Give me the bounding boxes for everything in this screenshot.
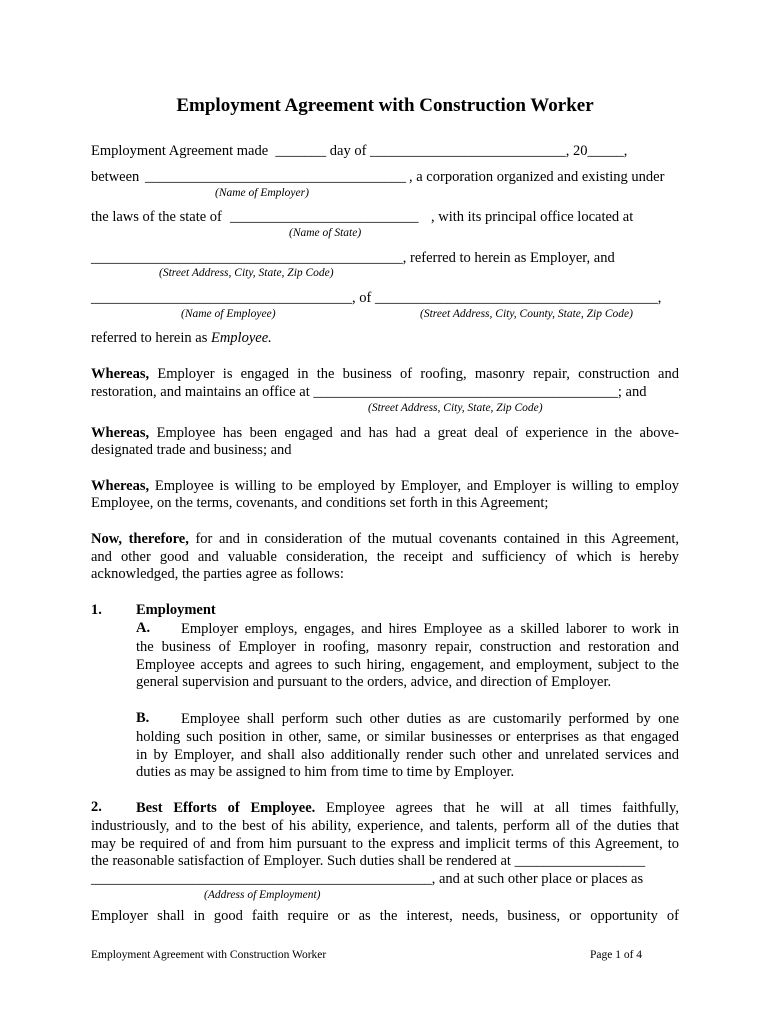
whereas-2-line-1: Whereas, Employee has been engaged and has had a great deal of experience in the above- xyxy=(91,425,679,441)
now-therefore-line-1: Now, therefore, for and in consideration of the mutual covenants contained in this Agreement, xyxy=(91,531,679,547)
employer-name-blank[interactable]: ____________________________________ xyxy=(145,169,406,185)
whereas-3-line-1: Whereas, Employee is willing to be employed by Employer, and Employer is willing to employ xyxy=(91,478,679,494)
section-1a-line-1: Employer employs, engages, and hires Employee as a skilled laborer to work in xyxy=(181,621,679,637)
intro-line-1: Employment Agreement made _______ day of ___________________________, 20_____, xyxy=(91,143,628,159)
section-2-line-4: the reasonable satisfaction of Employer. Such duties shall be rendered at __________________ xyxy=(91,853,646,869)
caption-address-of-employment: (Address of Employment) xyxy=(204,889,321,901)
intro-line-5: ____________________________________, of _______________________________________, xyxy=(91,290,662,306)
section-1a-line-4: general supervision and pursuant to the orders, advice, and direction of Employer. xyxy=(136,674,612,690)
caption-name-of-employee: (Name of Employee) xyxy=(181,308,276,320)
intro-line-6-emph: Employee. xyxy=(210,330,272,346)
section-2-number: 2. xyxy=(91,799,102,815)
whereas-3-line-2: Employee, on the terms, covenants, and conditions set forth in this Agreement; xyxy=(91,495,549,511)
caption-employee-address: (Street Address, City, County, State, Zip Code) xyxy=(420,308,633,320)
section-1a-line-2: the business of Employer in roofing, masonry repair, construction and restoration and xyxy=(136,639,679,655)
section-1b-line-3: in by Employer, and shall also additionally render such other and unrelated services and xyxy=(136,747,679,763)
intro-line-2-end: , a corporation organized and existing under xyxy=(409,169,665,185)
intro-line-6-text: referred to herein as xyxy=(91,330,211,346)
intro-line-3-end: , with its principal office located at xyxy=(431,209,634,225)
section-2-line-6: Employer shall in good faith require or as the interest, needs, business, or opportunity of xyxy=(91,908,679,924)
section-1b-label: B. xyxy=(136,710,150,726)
whereas-2-line-2: designated trade and business; and xyxy=(91,442,292,458)
whereas-1-line-2: restoration, and maintains an office at __________________________________________; and xyxy=(91,384,647,400)
section-2-line-3: may be required of and from him pursuant to the express and implicit terms of this Agreement, to xyxy=(91,836,679,852)
section-2-line-5: _______________________________________________, and at such other place or places as xyxy=(91,871,644,887)
now-therefore-lead: Now, therefore, xyxy=(91,531,189,547)
section-2-line-1: Best Efforts of Employee. Employee agrees that he will at all times faithfully, xyxy=(136,800,679,816)
document-title: Employment Agreement with Construction Worker xyxy=(176,95,594,116)
now-therefore-line-3: acknowledged, the parties agree as follows: xyxy=(91,566,344,582)
section-2-heading: Best Efforts of Employee. xyxy=(136,800,316,816)
intro-line-6 xyxy=(91,330,272,347)
section-1-number: 1. xyxy=(91,602,102,618)
whereas-1-line-1: Whereas, Employer is engaged in the business of roofing, masonry repair, construction and xyxy=(91,366,679,382)
footer-document-title: Employment Agreement with Construction Worker xyxy=(91,949,327,961)
now-therefore-line-2: and other good and valuable consideration, the receipt and sufficiency of which is hereby xyxy=(91,549,679,565)
section-2-line-2: industriously, and to the best of his ability, experience, and talents, perform all of the duties that xyxy=(91,818,679,834)
caption-employer-address: (Street Address, City, State, Zip Code) xyxy=(159,267,334,279)
section-1a-label: A. xyxy=(136,620,151,636)
section-1b-line-4: duties as may be assigned to him from time to time by Employer. xyxy=(136,764,515,780)
section-1-heading: Employment xyxy=(136,602,216,618)
section-1b-line-1: Employee shall perform such other duties as are customarily performed by one xyxy=(181,711,679,727)
caption-name-of-employer: (Name of Employer) xyxy=(215,187,309,199)
state-blank[interactable]: __________________________ xyxy=(230,209,419,225)
whereas-2-lead: Whereas, xyxy=(91,425,150,441)
section-1a-line-3: Employee accepts and agrees to such hiring, engagement, and employment, subject to the xyxy=(136,657,679,673)
intro-line-2-start: between xyxy=(91,169,140,185)
intro-line-4: ___________________________________________, referred to herein as Employer, and xyxy=(91,250,615,266)
whereas-3-lead: Whereas, xyxy=(91,478,150,494)
section-1b-line-2: holding such position in other, same, or similar businesses or enterprises as that engaged xyxy=(136,729,679,745)
whereas-1-lead: Whereas, xyxy=(91,366,150,382)
intro-line-3-start: the laws of the state of xyxy=(91,209,222,225)
caption-office-address: (Street Address, City, State, Zip Code) xyxy=(368,402,543,414)
footer-page-number: Page 1 of 4 xyxy=(590,949,643,961)
caption-name-of-state: (Name of State) xyxy=(289,227,362,239)
